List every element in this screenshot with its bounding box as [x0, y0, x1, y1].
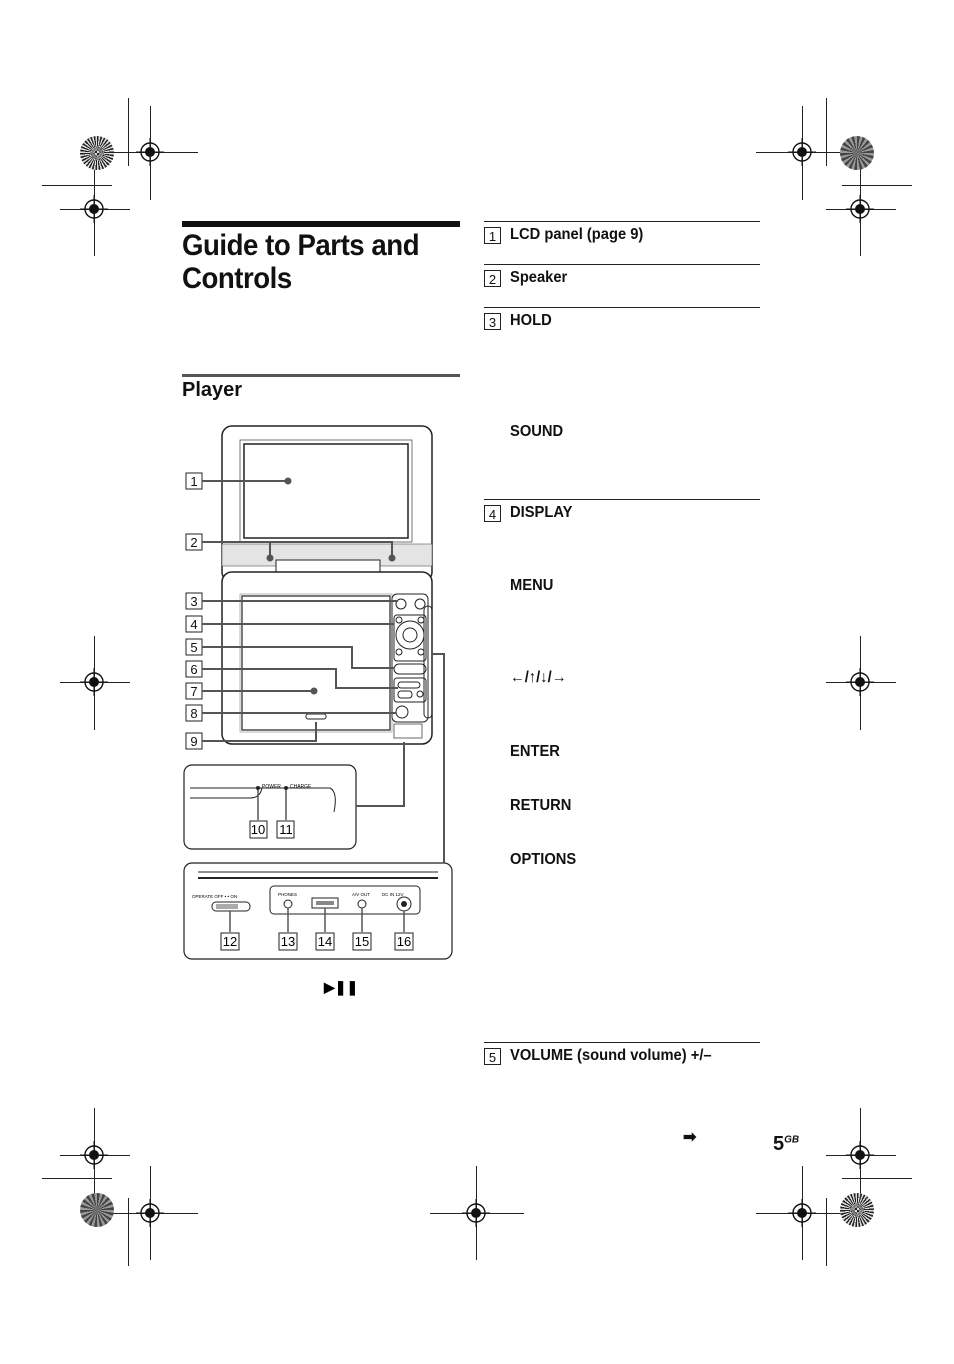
- callout-16: 16: [396, 934, 412, 949]
- phones-jack-label: PHONES: [278, 892, 298, 897]
- registration-mark-icon: [136, 1199, 164, 1227]
- item-number: 2: [484, 270, 501, 287]
- registration-mark-icon: [80, 668, 108, 696]
- registration-mark-icon: [136, 138, 164, 166]
- item-label-speaker: Speaker: [510, 269, 568, 286]
- color-starburst-icon: [840, 136, 874, 170]
- page-suffix: GB: [784, 1134, 800, 1146]
- item-number: 3: [484, 313, 501, 330]
- item-rule: [484, 499, 760, 500]
- play-pause-symbol: ▶❚❚: [324, 979, 359, 995]
- callout-5: 5: [190, 640, 198, 655]
- page-number-value: 5: [773, 1133, 785, 1155]
- page-title: Guide to Parts and Controls: [182, 229, 420, 295]
- registration-mark-icon: [462, 1199, 490, 1227]
- color-starburst-icon: [80, 1193, 114, 1227]
- av-out-jack-label: A/V OUT: [352, 892, 371, 897]
- callout-9: 9: [190, 734, 198, 749]
- callout-1: 1: [190, 474, 198, 489]
- power-indicator-label: POWER: [262, 784, 281, 790]
- registration-mark-icon: [80, 195, 108, 223]
- item-label-lcd-panel: LCD panel (page 9): [510, 226, 644, 243]
- callout-14: 14: [317, 934, 333, 949]
- title-rule: [182, 221, 460, 227]
- item-number: 4: [484, 505, 501, 522]
- callout-10: 10: [250, 822, 266, 837]
- item-label-volume: VOLUME (sound volume) +/–: [510, 1047, 712, 1064]
- item-rule: [484, 221, 760, 222]
- callout-7: 7: [190, 684, 198, 699]
- callout-8: 8: [190, 706, 198, 721]
- registration-mark-icon: [80, 1141, 108, 1169]
- item-number: 5: [484, 1048, 501, 1065]
- item-number: 1: [484, 227, 501, 244]
- item-label-display: DISPLAY: [510, 504, 573, 521]
- item-label-enter: ENTER: [510, 743, 560, 760]
- callout-11: 11: [279, 822, 293, 837]
- color-starburst-icon: [80, 136, 114, 170]
- dc-in-jack-label: DC IN 12V: [382, 892, 404, 897]
- registration-mark-icon: [846, 668, 874, 696]
- item-label-hold: HOLD: [510, 312, 552, 329]
- item-label-sound: SOUND: [510, 423, 564, 440]
- operate-switch-label: OPERATE OFF • • ON: [192, 894, 238, 899]
- item-label-return: RETURN: [510, 797, 572, 814]
- charge-indicator-label: CHARGE: [290, 784, 312, 790]
- callout-6: 6: [190, 662, 198, 677]
- item-rule: [484, 264, 760, 265]
- callout-2: 2: [190, 535, 198, 550]
- player-diagram: [170, 420, 470, 1000]
- item-rule: [484, 307, 760, 308]
- registration-mark-icon: [788, 138, 816, 166]
- registration-mark-icon: [788, 1199, 816, 1227]
- section-title: Player: [182, 379, 243, 401]
- item-label-options: OPTIONS: [510, 851, 577, 868]
- callout-12: 12: [222, 934, 238, 949]
- item-rule: [484, 1042, 760, 1043]
- registration-mark-icon: [846, 195, 874, 223]
- callout-4: 4: [190, 617, 198, 632]
- registration-mark-icon: [846, 1141, 874, 1169]
- callout-15: 15: [354, 934, 370, 949]
- section-rule: [182, 374, 460, 377]
- callout-13: 13: [280, 934, 296, 949]
- item-label-arrows: ←/↑/↓/→: [510, 669, 567, 686]
- item-label-menu: MENU: [510, 577, 554, 594]
- color-starburst-icon: [840, 1193, 874, 1227]
- callout-3: 3: [190, 594, 198, 609]
- continue-arrow-icon: ➡: [683, 1129, 697, 1146]
- page-number: [773, 1133, 799, 1156]
